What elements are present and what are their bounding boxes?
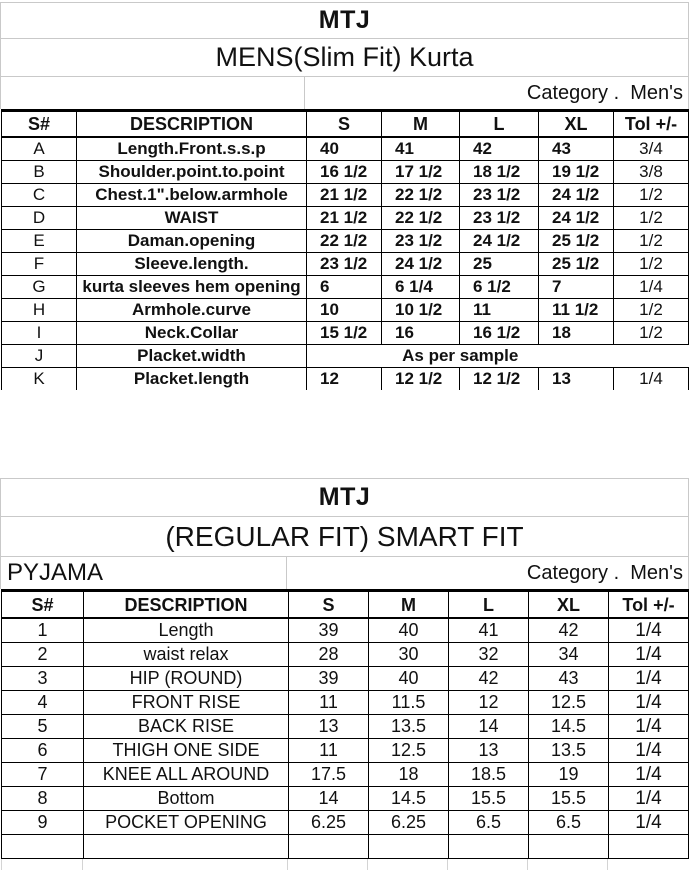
description-cell: Placket.length: [77, 367, 307, 390]
tolerance-cell: 1/2: [614, 298, 689, 321]
size-m-cell: 10 1/2: [382, 298, 460, 321]
col-header-l: L: [460, 111, 539, 138]
col-header-sn: S#: [2, 591, 84, 619]
table-cell: [529, 834, 609, 858]
serial-cell: G: [2, 275, 77, 298]
description-cell: WAIST: [77, 206, 307, 229]
pyjama-size-table: [1, 589, 689, 859]
size-xl-cell: 14.5: [529, 714, 609, 738]
table-row: [2, 690, 689, 714]
description-cell: kurta sleeves hem opening: [77, 275, 307, 298]
serial-cell: 6: [2, 738, 84, 762]
size-m-cell: 13.5: [369, 714, 449, 738]
tolerance-cell: [614, 344, 689, 367]
table-row: [2, 367, 689, 390]
description-cell: Neck.Collar: [77, 321, 307, 344]
tolerance-cell: 1/4: [609, 666, 689, 690]
kurta-category-label: Category . Men's: [526, 81, 683, 104]
description-cell: POCKET OPENING: [84, 810, 289, 834]
size-s-cell: 6.25: [289, 810, 369, 834]
size-m-cell: 22 1/2: [382, 183, 460, 206]
tolerance-cell: 1/4: [609, 714, 689, 738]
size-s-cell: 39: [289, 618, 369, 642]
size-l-cell: 18 1/2: [460, 160, 539, 183]
tolerance-cell: 1/4: [614, 275, 689, 298]
size-xl-cell: 34: [529, 642, 609, 666]
size-xl-cell: 43: [529, 666, 609, 690]
table-row: [2, 642, 689, 666]
cutoff-gridlines: [1, 859, 689, 870]
tolerance-cell: 1/2: [614, 321, 689, 344]
size-xl-cell: 25 1/2: [539, 252, 614, 275]
tolerance-cell: 3/4: [614, 137, 689, 160]
size-m-cell: 17 1/2: [382, 160, 460, 183]
serial-cell: F: [2, 252, 77, 275]
description-cell: HIP (ROUND): [84, 666, 289, 690]
size-l-cell: 15.5: [449, 786, 529, 810]
size-l-cell: 41: [449, 618, 529, 642]
pyjama-brand-title: MTJ: [1, 479, 688, 517]
size-m-cell: 40: [369, 666, 449, 690]
tolerance-cell: 1/4: [609, 762, 689, 786]
serial-cell: D: [2, 206, 77, 229]
description-cell: BACK RISE: [84, 714, 289, 738]
table-cell: [369, 834, 449, 858]
serial-cell: 5: [2, 714, 84, 738]
pyjama-left-label: PYJAMA: [1, 557, 287, 589]
size-m-cell: 12.5: [369, 738, 449, 762]
size-l-cell: 32: [449, 642, 529, 666]
size-l-cell: 12 1/2: [460, 367, 539, 390]
serial-cell: A: [2, 137, 77, 160]
tolerance-cell: 1/4: [609, 810, 689, 834]
tolerance-cell: 1/2: [614, 252, 689, 275]
size-m-cell: 12 1/2: [382, 367, 460, 390]
size-s-cell: 21 1/2: [307, 183, 382, 206]
kurta-brand-title: MTJ: [1, 3, 688, 39]
table-row: [2, 810, 689, 834]
serial-cell: 8: [2, 786, 84, 810]
description-cell: FRONT RISE: [84, 690, 289, 714]
table-row: [2, 275, 689, 298]
pyjama-category-label: Category . Men's: [526, 561, 683, 584]
size-xl-cell: 25 1/2: [539, 229, 614, 252]
size-l-cell: 12: [449, 690, 529, 714]
size-l-cell: 13: [449, 738, 529, 762]
description-cell: Placket.width: [77, 344, 307, 367]
table-cell: [609, 834, 689, 858]
size-l-cell: 18.5: [449, 762, 529, 786]
description-cell: Shoulder.point.to.point: [77, 160, 307, 183]
serial-cell: J: [2, 344, 77, 367]
size-l-cell: 14: [449, 714, 529, 738]
size-l-cell: 23 1/2: [460, 183, 539, 206]
description-cell: Armhole.curve: [77, 298, 307, 321]
table-row: [2, 321, 689, 344]
size-m-cell: 16: [382, 321, 460, 344]
tolerance-cell: 1/4: [609, 738, 689, 762]
table-cell: [2, 834, 84, 858]
size-m-cell: 11.5: [369, 690, 449, 714]
table-row: [2, 137, 689, 160]
size-m-cell: 30: [369, 642, 449, 666]
size-xl-cell: 6.5: [529, 810, 609, 834]
size-l-cell: 6.5: [449, 810, 529, 834]
size-xl-cell: 19 1/2: [539, 160, 614, 183]
col-header-m: M: [382, 111, 460, 138]
size-s-cell: 40: [307, 137, 382, 160]
serial-cell: 9: [2, 810, 84, 834]
description-cell: KNEE ALL AROUND: [84, 762, 289, 786]
size-s-cell: 39: [289, 666, 369, 690]
size-xl-cell: 13.5: [529, 738, 609, 762]
serial-cell: 7: [2, 762, 84, 786]
tolerance-cell: 1/4: [609, 786, 689, 810]
tolerance-cell: 1/2: [614, 183, 689, 206]
table-row: [2, 762, 689, 786]
size-l-cell: 42: [460, 137, 539, 160]
kurta-subtitle: MENS(Slim Fit) Kurta: [1, 39, 688, 77]
serial-cell: H: [2, 298, 77, 321]
table-cell: [84, 834, 289, 858]
tolerance-cell: 1/4: [609, 642, 689, 666]
size-xl-cell: 19: [529, 762, 609, 786]
size-s-cell: 16 1/2: [307, 160, 382, 183]
table-row: [2, 229, 689, 252]
size-xl-cell: 11 1/2: [539, 298, 614, 321]
size-s-cell: 23 1/2: [307, 252, 382, 275]
pyjama-subtitle: (REGULAR FIT) SMART FIT: [1, 517, 688, 557]
col-header-tol: Tol +/-: [609, 591, 689, 619]
size-l-cell: 11: [460, 298, 539, 321]
size-m-cell: 6.25: [369, 810, 449, 834]
pyjama-spec-section: [0, 478, 689, 870]
size-s-cell: 28: [289, 642, 369, 666]
kurta-header-row: [2, 111, 689, 138]
size-s-cell: 13: [289, 714, 369, 738]
size-m-cell: 22 1/2: [382, 206, 460, 229]
tolerance-cell: 1/4: [614, 367, 689, 390]
size-s-cell: 17.5: [289, 762, 369, 786]
tolerance-cell: 1/4: [609, 618, 689, 642]
description-cell: THIGH ONE SIDE: [84, 738, 289, 762]
table-row: [2, 344, 689, 367]
col-header-s: S: [289, 591, 369, 619]
size-s-cell: 14: [289, 786, 369, 810]
description-cell: waist relax: [84, 642, 289, 666]
size-l-cell: 6 1/2: [460, 275, 539, 298]
table-row: [2, 206, 689, 229]
tolerance-cell: 1/2: [614, 206, 689, 229]
col-header-m: M: [369, 591, 449, 619]
table-row: [2, 160, 689, 183]
size-m-cell: 14.5: [369, 786, 449, 810]
size-m-cell: 6 1/4: [382, 275, 460, 298]
size-xl-cell: 15.5: [529, 786, 609, 810]
empty-row: [2, 834, 689, 858]
serial-cell: 2: [2, 642, 84, 666]
col-header-xl: XL: [529, 591, 609, 619]
col-header-sn: S#: [2, 111, 77, 138]
size-l-cell: 42: [449, 666, 529, 690]
description-cell: Bottom: [84, 786, 289, 810]
col-header-tol: Tol +/-: [614, 111, 689, 138]
table-row: [2, 618, 689, 642]
kurta-title-band: [0, 2, 689, 109]
table-cell: [289, 834, 369, 858]
table-row: [2, 666, 689, 690]
col-header-xl: XL: [539, 111, 614, 138]
size-xl-cell: 13: [539, 367, 614, 390]
table-cell: [449, 834, 529, 858]
col-header-l: L: [449, 591, 529, 619]
size-s-cell: 12: [307, 367, 382, 390]
size-m-cell: 23 1/2: [382, 229, 460, 252]
description-cell: Sleeve.length.: [77, 252, 307, 275]
pyjama-category-row: [1, 557, 688, 589]
col-header-desc: DESCRIPTION: [77, 111, 307, 138]
size-m-cell: 24 1/2: [382, 252, 460, 275]
table-row: [2, 738, 689, 762]
size-s-cell: 22 1/2: [307, 229, 382, 252]
size-l-cell: 24 1/2: [460, 229, 539, 252]
size-s-cell: 21 1/2: [307, 206, 382, 229]
serial-cell: C: [2, 183, 77, 206]
size-l-cell: 25: [460, 252, 539, 275]
description-cell: Length.Front.s.s.p: [77, 137, 307, 160]
size-s-cell: 11: [289, 738, 369, 762]
kurta-size-table: [1, 109, 689, 390]
kurta-left-label: [1, 77, 305, 109]
serial-cell: E: [2, 229, 77, 252]
merged-note-cell: As per sample: [307, 344, 614, 367]
size-xl-cell: 7: [539, 275, 614, 298]
kurta-spec-section: [0, 2, 689, 390]
size-xl-cell: 42: [529, 618, 609, 642]
size-xl-cell: 24 1/2: [539, 183, 614, 206]
size-l-cell: 23 1/2: [460, 206, 539, 229]
size-xl-cell: 43: [539, 137, 614, 160]
table-row: [2, 298, 689, 321]
serial-cell: B: [2, 160, 77, 183]
table-row: [2, 714, 689, 738]
description-cell: Chest.1".below.armhole: [77, 183, 307, 206]
col-header-desc: DESCRIPTION: [84, 591, 289, 619]
size-s-cell: 6: [307, 275, 382, 298]
size-m-cell: 18: [369, 762, 449, 786]
size-xl-cell: 12.5: [529, 690, 609, 714]
size-m-cell: 41: [382, 137, 460, 160]
pyjama-header-row: [2, 591, 689, 619]
size-l-cell: 16 1/2: [460, 321, 539, 344]
tolerance-cell: 1/2: [614, 229, 689, 252]
tolerance-cell: 3/8: [614, 160, 689, 183]
size-xl-cell: 18: [539, 321, 614, 344]
table-row: [2, 183, 689, 206]
pyjama-title-band: [0, 478, 689, 589]
table-row: [2, 252, 689, 275]
size-m-cell: 40: [369, 618, 449, 642]
serial-cell: 1: [2, 618, 84, 642]
size-s-cell: 15 1/2: [307, 321, 382, 344]
size-s-cell: 11: [289, 690, 369, 714]
description-cell: Daman.opening: [77, 229, 307, 252]
size-xl-cell: 24 1/2: [539, 206, 614, 229]
serial-cell: I: [2, 321, 77, 344]
description-cell: Length: [84, 618, 289, 642]
serial-cell: K: [2, 367, 77, 390]
serial-cell: 3: [2, 666, 84, 690]
table-row: [2, 786, 689, 810]
serial-cell: 4: [2, 690, 84, 714]
kurta-category-row: [1, 77, 688, 109]
col-header-s: S: [307, 111, 382, 138]
tolerance-cell: 1/4: [609, 690, 689, 714]
size-s-cell: 10: [307, 298, 382, 321]
